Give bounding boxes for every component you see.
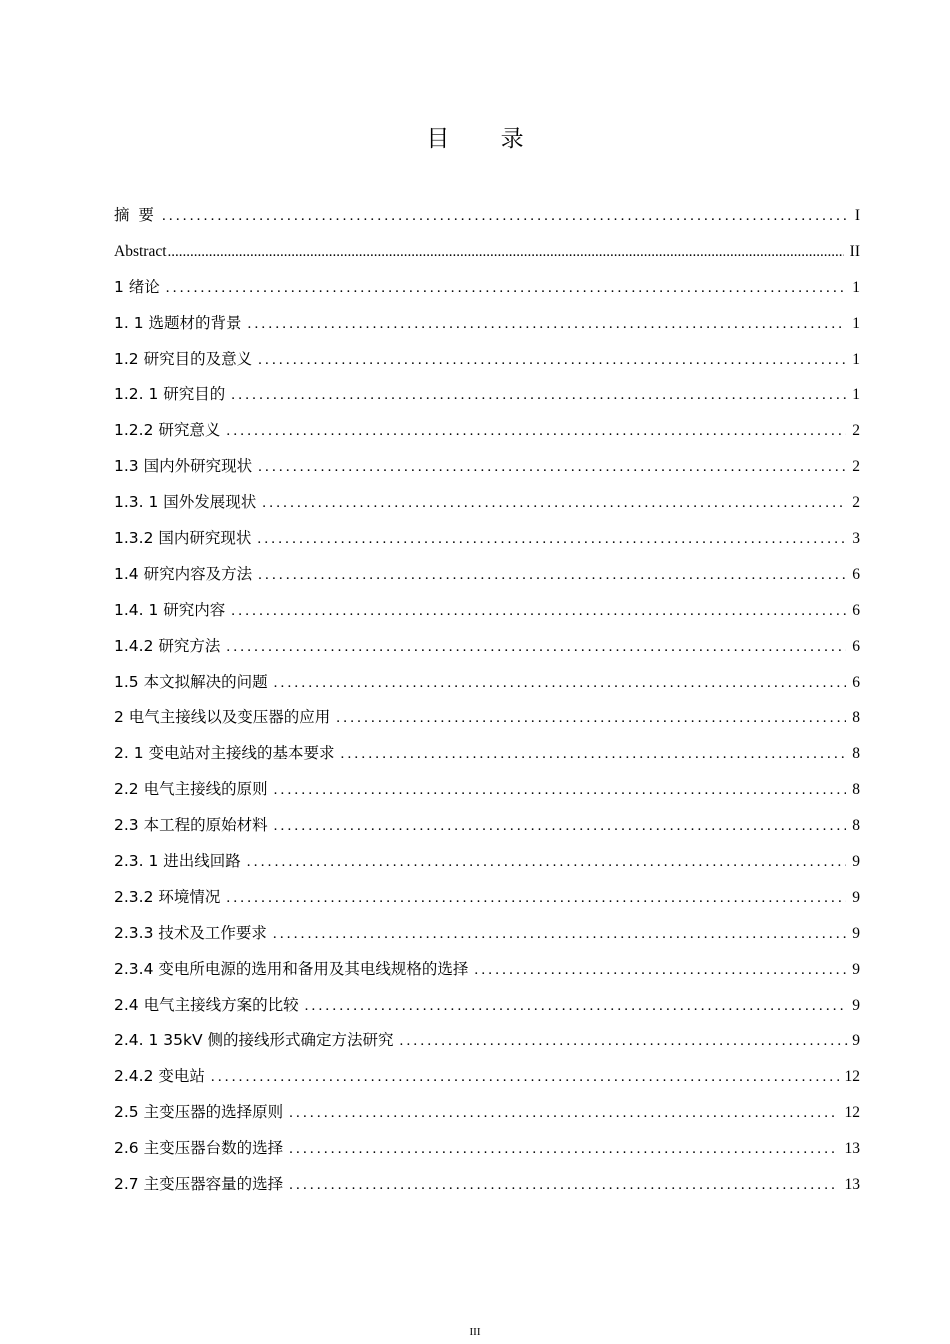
toc-leader-dots	[258, 558, 846, 594]
toc-leader-dots	[166, 271, 846, 307]
toc-entry-label: Abstract	[114, 242, 167, 260]
toc-entry-label: 2.7 主变压器容量的选择	[114, 1175, 284, 1194]
toc-entry[interactable]	[114, 1131, 860, 1167]
table-of-contents	[114, 198, 860, 1203]
toc-leader-dots	[289, 1168, 838, 1204]
toc-entry-page: 3	[852, 530, 860, 548]
toc-entry-label: 1.3.2 国内研究现状	[114, 529, 252, 548]
toc-entry[interactable]	[114, 306, 860, 342]
toc-entry-label: 1. 1 选题材的背景	[114, 313, 242, 332]
toc-entry-page: 13	[844, 1140, 860, 1158]
toc-entry-label: 2.3. 1 进出线回路	[114, 852, 241, 871]
toc-leader-dots	[274, 809, 847, 845]
toc-entry[interactable]	[114, 1095, 860, 1131]
toc-leader-dots	[289, 1132, 838, 1168]
toc-entry-label: 2 电气主接线以及变压器的应用	[114, 708, 331, 727]
toc-entry-label: 2.5 主变压器的选择原则	[114, 1103, 284, 1122]
toc-entry-page: 6	[852, 601, 860, 619]
toc-entry-label: 2.3.4 变电所电源的选用和备用及其电线规格的选择	[114, 959, 469, 978]
toc-entry[interactable]	[114, 880, 860, 916]
toc-leader-dots	[257, 522, 846, 558]
toc-entry-page: II	[849, 242, 860, 260]
toc-entry-label: 1.4 研究内容及方法	[114, 564, 253, 583]
toc-entry-abstract-cn[interactable]	[114, 198, 860, 234]
toc-entry[interactable]	[114, 270, 860, 306]
toc-entry[interactable]	[114, 772, 860, 808]
toc-entry-page: 1	[852, 386, 860, 404]
toc-leader-dots	[211, 1060, 839, 1096]
toc-leader-dots	[274, 666, 847, 702]
toc-entry[interactable]	[114, 665, 860, 701]
toc-entry[interactable]	[114, 557, 860, 593]
toc-leader-dots	[474, 953, 846, 989]
toc-leader-dots	[273, 917, 846, 953]
toc-entry-page: 1	[852, 314, 860, 332]
toc-entry-page: 6	[852, 673, 860, 691]
toc-entry[interactable]	[114, 988, 860, 1024]
page-number: III	[469, 1326, 481, 1338]
toc-entry[interactable]	[114, 449, 860, 485]
toc-leader-dots	[226, 881, 846, 917]
toc-leader-dots	[226, 414, 846, 450]
toc-entry-page: 1	[852, 350, 860, 368]
page-title: 目 录	[426, 126, 546, 152]
toc-entry-page: 8	[852, 781, 860, 799]
toc-entry[interactable]	[114, 844, 860, 880]
toc-entry-page: 8	[852, 709, 860, 727]
toc-entry-page: 13	[844, 1176, 860, 1194]
toc-entry-label: 2.3.2 环境情况	[114, 887, 221, 906]
toc-entry[interactable]	[114, 952, 860, 988]
toc-leader-dots	[231, 594, 846, 630]
toc-entry-label: 1 绪论	[114, 277, 160, 296]
toc-leader-dots	[400, 1024, 852, 1060]
toc-entry-page: 9	[852, 996, 860, 1014]
toc-entry-label: 2.4 电气主接线方案的比较	[114, 995, 299, 1014]
toc-entry-page: 2	[852, 494, 860, 512]
toc-entry[interactable]	[114, 1023, 860, 1059]
toc-entry-label: 1.2. 1 研究目的	[114, 385, 226, 404]
toc-entry-label: 2.3 本工程的原始材料	[114, 816, 268, 835]
toc-entry-label: 2.6 主变压器台数的选择	[114, 1139, 284, 1158]
toc-entry-page: 8	[852, 817, 860, 835]
toc-entry-label: 2.4.2 变电站	[114, 1067, 205, 1086]
toc-leader-dots	[289, 1096, 838, 1132]
toc-entry-page: 9	[852, 888, 860, 906]
toc-entry-label: 2.3.3 技术及工作要求	[114, 923, 267, 942]
toc-leader-dots	[168, 235, 844, 271]
toc-entry-label: 1.3 国内外研究现状	[114, 457, 253, 476]
toc-entry-label: 1.4.2 研究方法	[114, 636, 221, 655]
toc-entry-label: 1.2.2 研究意义	[114, 421, 221, 440]
toc-entry[interactable]	[114, 808, 860, 844]
toc-entry-label: 1.3. 1 国外发展现状	[114, 493, 257, 512]
toc-entry[interactable]	[114, 629, 860, 665]
toc-entry-label: 摘 要	[114, 206, 156, 224]
toc-entry[interactable]	[114, 377, 860, 413]
toc-entry-page: 9	[852, 1032, 860, 1050]
toc-leader-dots	[226, 630, 846, 666]
toc-entry-page: 12	[844, 1104, 860, 1122]
toc-entry-page: 2	[852, 422, 860, 440]
toc-entry-label: 2. 1 变电站对主接线的基本要求	[114, 744, 335, 763]
toc-leader-dots	[247, 845, 846, 881]
toc-entry[interactable]	[114, 342, 860, 378]
toc-leader-dots	[341, 737, 847, 773]
toc-entry-page: 9	[852, 960, 860, 978]
toc-entry-page: 1	[852, 278, 860, 296]
toc-entry[interactable]	[114, 1059, 860, 1095]
toc-leader-dots	[336, 701, 846, 737]
toc-leader-dots	[305, 989, 847, 1025]
toc-entry-page: 12	[844, 1068, 860, 1086]
toc-entry-page: 8	[852, 745, 860, 763]
toc-entry-page: 6	[852, 565, 860, 583]
toc-entry[interactable]	[114, 700, 860, 736]
toc-entry[interactable]	[114, 413, 860, 449]
toc-entry-label: 1.4. 1 研究内容	[114, 600, 226, 619]
toc-entry-abstract-en[interactable]	[114, 234, 860, 270]
toc-entry-page: 2	[852, 458, 860, 476]
toc-entry[interactable]	[114, 593, 860, 629]
toc-entry-page: 9	[852, 853, 860, 871]
toc-leader-dots	[231, 378, 846, 414]
toc-entry[interactable]	[114, 521, 860, 557]
toc-leader-dots	[162, 199, 849, 235]
toc-entry-label: 2.2 电气主接线的原则	[114, 780, 268, 799]
toc-entry-page: 9	[852, 924, 860, 942]
toc-entry-page: 6	[852, 637, 860, 655]
toc-entry-label: 2.4. 1 35kV 侧的接线形式确定方法研究	[114, 1031, 394, 1050]
toc-entry-page: I	[854, 207, 860, 224]
toc-entry[interactable]	[114, 916, 860, 952]
toc-leader-dots	[258, 450, 846, 486]
toc-entry-label: 1.5 本文拟解决的问题	[114, 672, 268, 691]
toc-entry[interactable]	[114, 485, 860, 521]
toc-leader-dots	[262, 486, 846, 522]
toc-entry[interactable]	[114, 1167, 860, 1203]
toc-leader-dots	[248, 307, 847, 343]
toc-entry-label: 1.2 研究目的及意义	[114, 349, 253, 368]
toc-leader-dots	[274, 773, 847, 809]
toc-entry[interactable]	[114, 736, 860, 772]
toc-leader-dots	[258, 343, 846, 379]
